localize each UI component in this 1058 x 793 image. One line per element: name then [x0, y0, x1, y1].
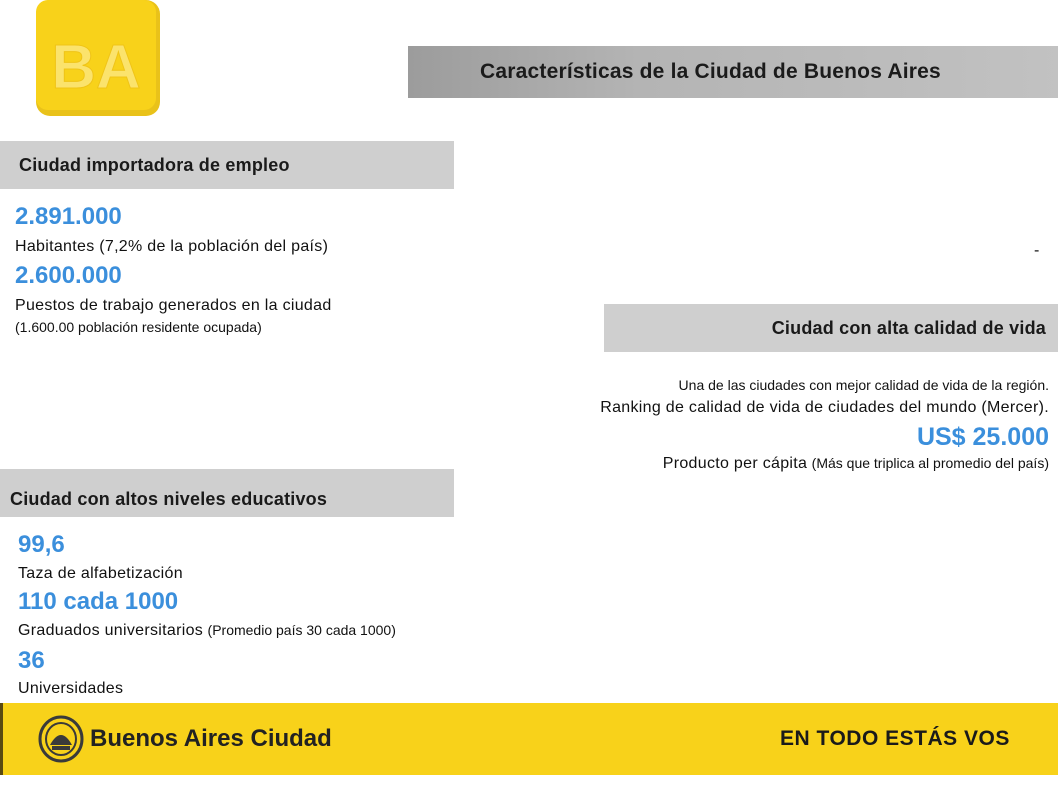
calidad-line1: Una de las ciudades con mejor calidad de vida de la región. — [678, 377, 1049, 393]
stat-pbi-note: (Más que triplica al promedio del país) — [811, 455, 1049, 471]
stat-universidades-value: 36 — [18, 647, 45, 674]
stat-habitantes-value: 2.891.000 — [15, 203, 122, 230]
stat-universidades-label: Universidades — [18, 680, 124, 697]
title-bar — [408, 46, 1058, 98]
section-header-calidad — [604, 304, 1058, 352]
section-header-educacion — [0, 469, 454, 517]
calidad-line2: Ranking de calidad de vida de ciudades del mundo (Mercer). — [600, 399, 1049, 416]
dash-mark: - — [1034, 242, 1040, 259]
page-title: Características de la Ciudad de Buenos Aires — [480, 60, 941, 83]
stat-puestos-label: Puestos de trabajo generados en la ciudad — [15, 297, 332, 314]
banner-edge — [0, 703, 3, 775]
section-title-empleo: Ciudad importadora de empleo — [19, 155, 290, 175]
stat-habitantes-label: Habitantes (7,2% de la población del país) — [15, 238, 329, 255]
footer-banner — [0, 703, 1058, 775]
stat-puestos-value: 2.600.000 — [15, 262, 122, 289]
banner-city-name: Buenos Aires Ciudad — [90, 725, 332, 752]
ba-logo — [36, 0, 160, 116]
banner-slogan: EN TODO ESTÁS VOS — [780, 727, 1010, 750]
stat-alfabetizacion-value: 99,6 — [18, 531, 65, 558]
stat-graduados-label: Graduados universitarios — [18, 622, 204, 639]
stat-graduados-note: (Promedio país 30 cada 1000) — [207, 622, 396, 638]
section-title-calidad: Ciudad con alta calidad de vida — [771, 318, 1046, 338]
section-title-educacion: Ciudad con altos niveles educativos — [10, 489, 328, 509]
svg-text:BA: BA — [51, 33, 141, 102]
section-header-empleo — [0, 141, 454, 189]
stat-pbi-row — [663, 455, 1049, 473]
stat-graduados-value: 110 cada 1000 — [18, 588, 179, 615]
stat-puestos-note: (1.600.00 población residente ocupada) — [15, 319, 262, 335]
stat-pbi-value: US$ 25.000 — [916, 423, 1049, 451]
city-seal-icon — [38, 715, 84, 763]
stat-alfabetizacion-label: Taza de alfabetización — [18, 565, 183, 582]
stat-graduados-row — [18, 622, 396, 640]
stat-pbi-label: Producto per cápita — [662, 455, 808, 472]
